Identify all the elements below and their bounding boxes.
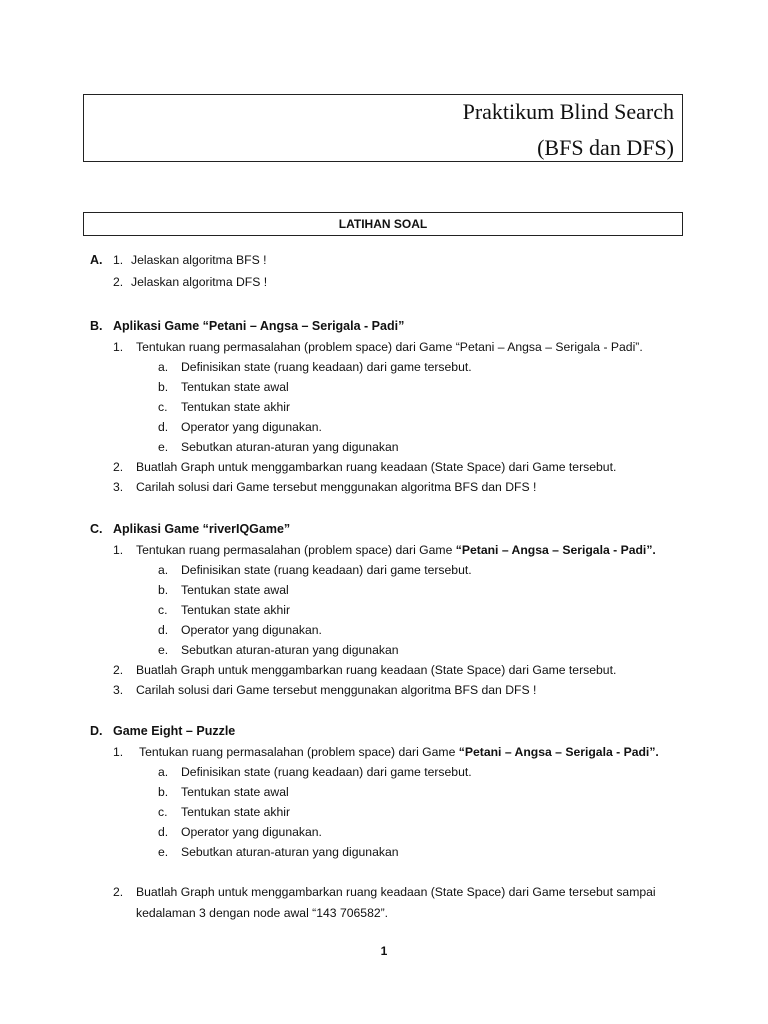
section-d-sub-e-letter: e.: [158, 845, 169, 859]
section-b-letter: B.: [90, 319, 103, 333]
section-b-q2-num: 2.: [113, 460, 124, 474]
section-b-sub-c: Tentukan state akhir: [181, 400, 291, 414]
section-b-title: Aplikasi Game “Petani – Angsa – Serigala - Padi”: [113, 319, 405, 333]
section-d-sub-c: Tentukan state akhir: [181, 805, 291, 819]
section-d-sub-a-letter: a.: [158, 765, 169, 779]
section-c-q1-num: 1.: [113, 543, 124, 557]
section-a-item-2: Jelaskan algoritma DFS !: [131, 275, 268, 289]
section-b-q3-num: 3.: [113, 480, 124, 494]
section-b-sub-d: Operator yang digunakan.: [181, 420, 322, 434]
section-b-sub-b-letter: b.: [158, 380, 169, 394]
section-c-q3: Carilah solusi dari Game tersebut menggunakan algoritma BFS dan DFS !: [136, 683, 537, 697]
section-b-sub-d-letter: d.: [158, 420, 169, 434]
section-heading: LATIHAN SOAL: [83, 212, 683, 236]
section-d-sub-a: Definisikan state (ruang keadaan) dari game tersebut.: [181, 765, 472, 779]
section-d-q2-num: 2.: [113, 885, 124, 899]
section-b-sub-e: Sebutkan aturan-aturan yang digunakan: [181, 440, 399, 454]
section-c-q1-game: “Petani – Angsa – Serigala - Padi”.: [455, 543, 656, 557]
section-d-letter: D.: [90, 724, 103, 738]
section-c-sub-d-letter: d.: [158, 623, 169, 637]
section-b-q1-num: 1.: [113, 340, 124, 354]
section-c-sub-e: Sebutkan aturan-aturan yang digunakan: [181, 643, 399, 657]
section-c-sub-c: Tentukan state akhir: [181, 603, 291, 617]
section-c-q1-text: Tentukan ruang permasalahan (problem space) dari Game: [136, 543, 456, 557]
section-c-sub-a: Definisikan state (ruang keadaan) dari game tersebut.: [181, 563, 472, 577]
section-d-q1-game: “Petani – Angsa – Serigala - Padi”.: [458, 745, 659, 759]
section-d-q1-num: 1.: [113, 745, 124, 759]
section-c-sub-b: Tentukan state awal: [181, 583, 289, 597]
section-c-sub-c-letter: c.: [158, 603, 168, 617]
section-c-q1: [136, 542, 656, 558]
section-b-sub-e-letter: e.: [158, 440, 169, 454]
document-title: Praktikum Blind Search: [462, 99, 674, 124]
section-c-q2: Buatlah Graph untuk menggambarkan ruang keadaan (State Space) dari Game tersebut.: [136, 663, 617, 677]
section-b-sub-c-letter: c.: [158, 400, 168, 414]
section-a-item-1: Jelaskan algoritma BFS !: [131, 253, 267, 267]
section-c-q2-num: 2.: [113, 663, 124, 677]
title-box: [83, 94, 683, 162]
section-d-q2-line2: kedalaman 3 dengan node awal “143 706582”.: [136, 906, 389, 920]
section-a-item-2-num: 2.: [113, 275, 124, 289]
section-d-q2-line1: Buatlah Graph untuk menggambarkan ruang keadaan (State Space) dari Game tersebut sampai: [136, 885, 656, 899]
section-d-q1: [139, 744, 659, 760]
section-d-sub-c-letter: c.: [158, 805, 168, 819]
section-c-title: Aplikasi Game “riverIQGame”: [113, 522, 291, 536]
section-b-sub-b: Tentukan state awal: [181, 380, 289, 394]
section-c-sub-a-letter: a.: [158, 563, 169, 577]
section-d-sub-b: Tentukan state awal: [181, 785, 289, 799]
section-d-sub-d: Operator yang digunakan.: [181, 825, 322, 839]
section-c-sub-b-letter: b.: [158, 583, 169, 597]
section-d-title: Game Eight – Puzzle: [113, 724, 236, 738]
section-b-q3: Carilah solusi dari Game tersebut menggunakan algoritma BFS dan DFS !: [136, 480, 537, 494]
section-b-q1: Tentukan ruang permasalahan (problem space) dari Game “Petani – Angsa – Serigala - Padi”.: [136, 340, 643, 354]
section-c-sub-e-letter: e.: [158, 643, 169, 657]
section-a-item-1-num: 1.: [113, 253, 124, 267]
section-c-q3-num: 3.: [113, 683, 124, 697]
section-b-sub-a-letter: a.: [158, 360, 169, 374]
page-number: 1: [380, 944, 388, 958]
section-d-sub-b-letter: b.: [158, 785, 169, 799]
section-b-q2: Buatlah Graph untuk menggambarkan ruang keadaan (State Space) dari Game tersebut.: [136, 460, 617, 474]
section-b-sub-a: Definisikan state (ruang keadaan) dari game tersebut.: [181, 360, 472, 374]
section-d-q1-text: Tentukan ruang permasalahan (problem space) dari Game: [139, 745, 459, 759]
section-c-sub-d: Operator yang digunakan.: [181, 623, 322, 637]
section-d-sub-e: Sebutkan aturan-aturan yang digunakan: [181, 845, 399, 859]
section-d-sub-d-letter: d.: [158, 825, 169, 839]
section-c-letter: C.: [90, 522, 103, 536]
section-a-letter: A.: [90, 253, 103, 267]
document-subtitle: (BFS dan DFS): [537, 135, 674, 160]
